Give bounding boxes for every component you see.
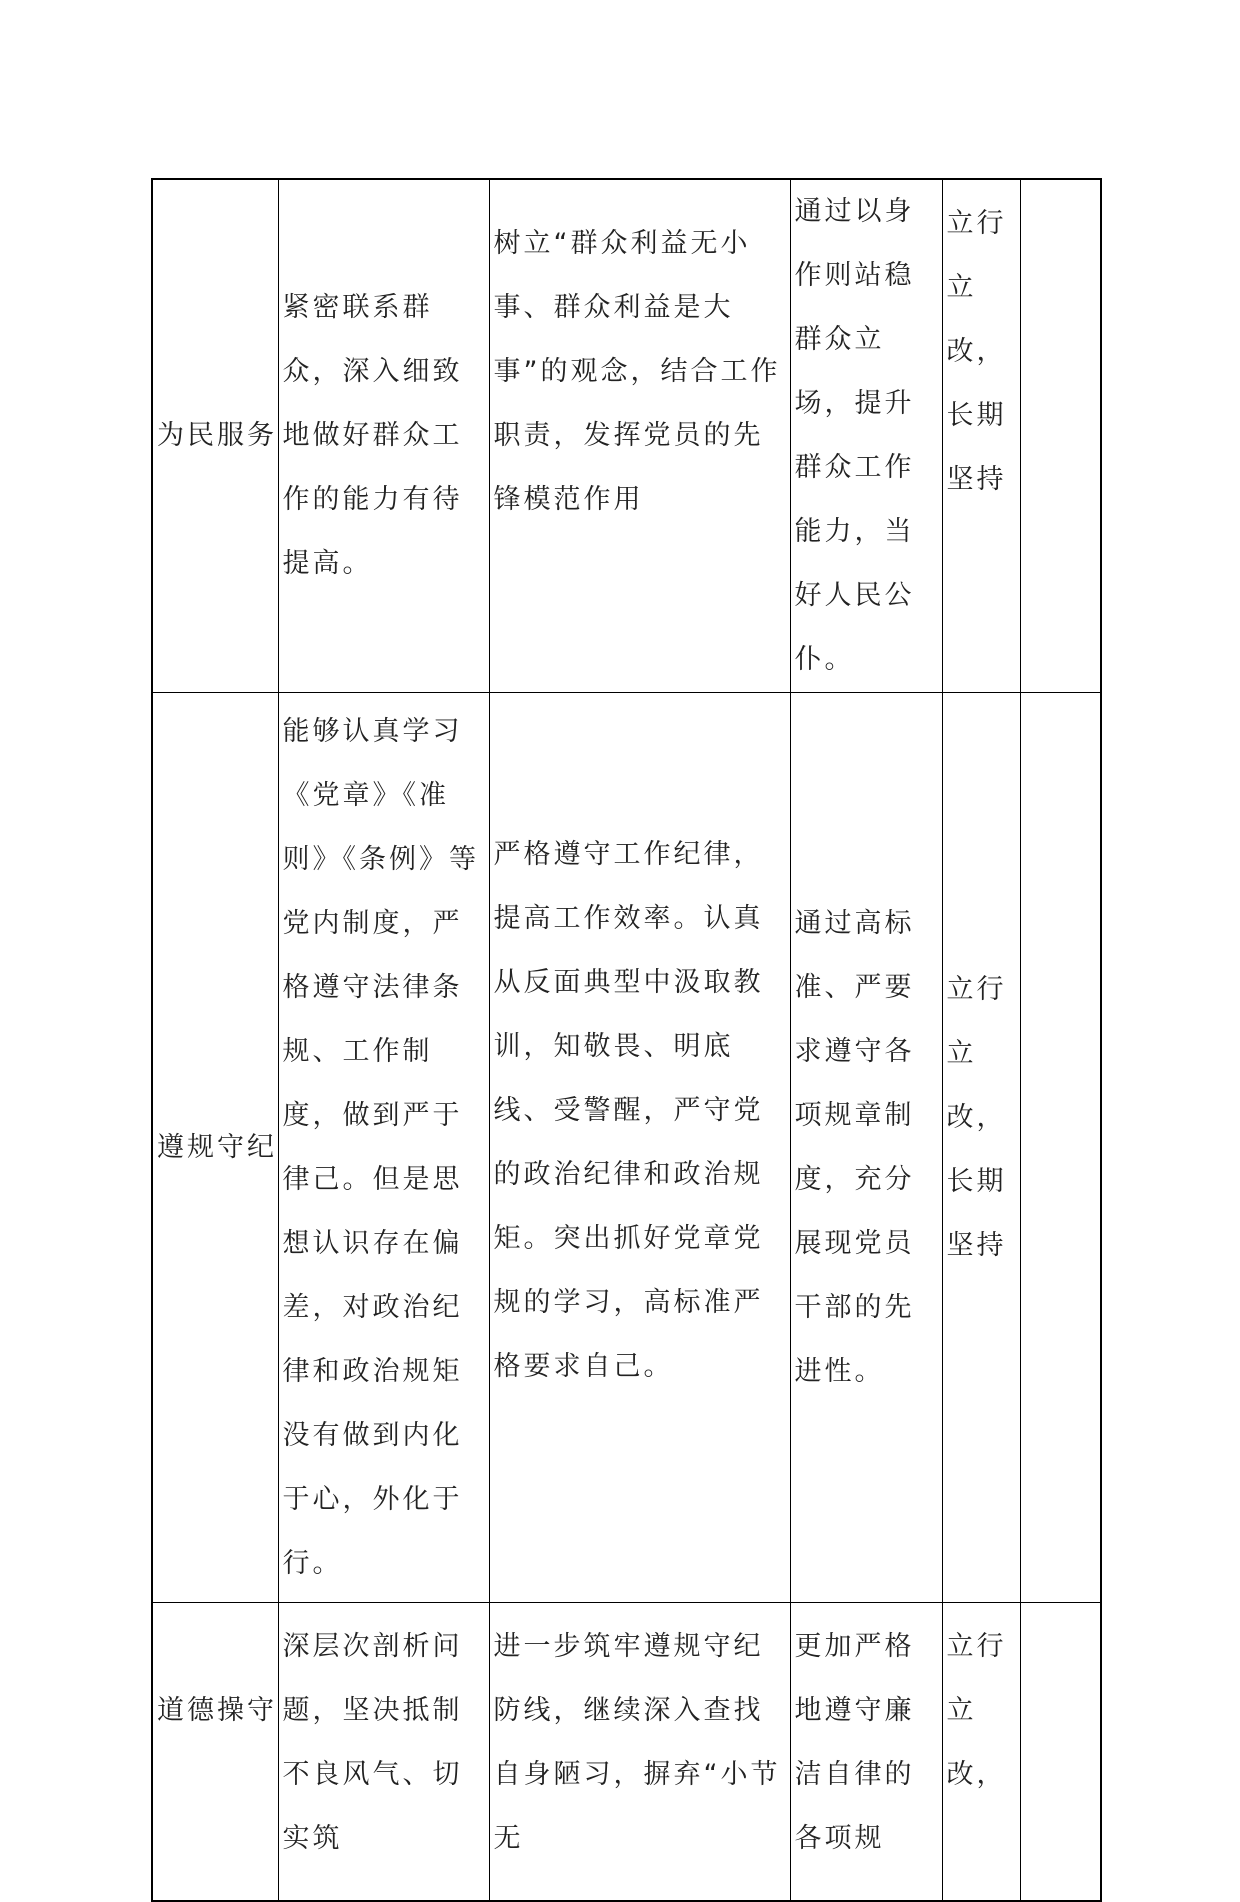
category-cell: 道德操守 <box>152 1603 278 1902</box>
timeline-cell: 立行立改，长期坚持 <box>942 179 1020 693</box>
problem-cell: 紧密联系群众，深入细致地做好群众工作的能力有待提高。 <box>278 179 489 693</box>
category-cell: 遵规守纪 <box>152 693 278 1603</box>
timeline-cell: 立行立改，长期坚持 <box>942 693 1020 1603</box>
problem-cell: 深层次剖析问题，坚决抵制不良风气、切实筑 <box>278 1603 489 1902</box>
measure-cell: 严格遵守工作纪律，提高工作效率。认真从反面典型中汲取教训，知敬畏、明底线、受警醒，严守党的政治纪律和政治规矩。突出抓好党章党规的学习，高标准严格要求自己。 <box>489 693 790 1603</box>
category-cell: 为民服务 <box>152 179 278 693</box>
note-cell <box>1020 1603 1101 1902</box>
table-row <box>152 693 1101 1603</box>
note-cell <box>1020 179 1101 693</box>
measure-cell: 进一步筑牢遵规守纪防线，继续深入查找自身陋习，摒弃“小节无 <box>489 1603 790 1902</box>
goal-cell: 通过高标准、严要求遵守各项规章制度，充分展现党员干部的先进性。 <box>790 693 942 1603</box>
rectification-table <box>151 178 1102 1902</box>
goal-cell: 更加严格地遵守廉洁自律的各项规 <box>790 1603 942 1902</box>
note-cell <box>1020 693 1101 1603</box>
timeline-cell: 立行立改， <box>942 1603 1020 1902</box>
table-row <box>152 1603 1101 1902</box>
problem-cell: 能够认真学习《党章》《准则》《条例》等党内制度，严格遵守法律条规、工作制度，做到严于律己。但是思想认识存在偏差，对政治纪律和政治规矩没有做到内化于心，外化于行。 <box>278 693 489 1603</box>
table-row <box>152 179 1101 693</box>
measure-cell: 树立“群众利益无小事、群众利益是大事”的观念，结合工作职责，发挥党员的先锋模范作用 <box>489 179 790 693</box>
goal-cell: 通过以身作则站稳群众立场，提升群众工作能力，当好人民公仆。 <box>790 179 942 693</box>
